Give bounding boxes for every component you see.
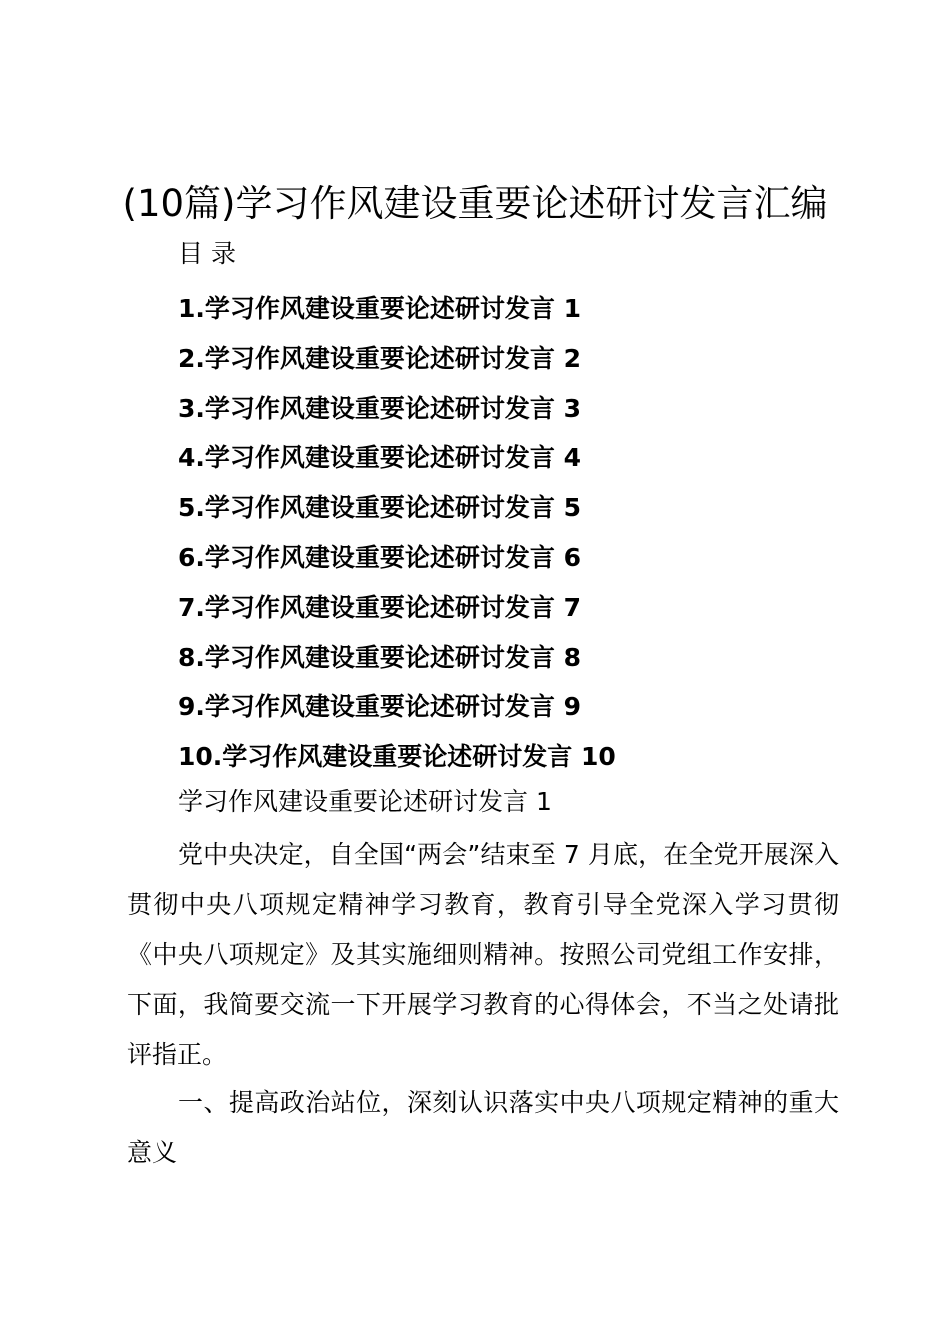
body-paragraph: 党中央决定，自全国“两会”结束至 7 月底，在全党开展深入贯彻中央八项规定精神学习教育，教育引导全党深入学习贯彻《中央八项规定》及其实施细则精神。按照公司党组工作安排，下面，我简要交流一下开展学习教育的心得体会，不当之处请批评指正。 <box>127 840 839 1069</box>
toc-item: 8.学习作风建设重要论述研讨发言 8 <box>178 642 581 672</box>
subsection-heading: 一、提高政治站位，深刻认识落实中央八项规定精神的重大意义 <box>127 1088 839 1167</box>
toc-item: 1.学习作风建设重要论述研讨发言 1 <box>178 294 581 323</box>
toc-item: 2.学习作风建设重要论述研讨发言 2 <box>178 343 581 373</box>
section-title: 学习作风建设重要论述研讨发言 1 <box>178 787 552 816</box>
toc-item: 9.学习作风建设重要论述研讨发言 9 <box>178 692 581 722</box>
toc-item: 5.学习作风建设重要论述研讨发言 5 <box>178 493 581 523</box>
document-title: (10篇)学习作风建设重要论述研讨发言汇编 <box>122 182 828 225</box>
toc-heading: 目 录 <box>178 239 236 268</box>
toc-item: 6.学习作风建设重要论述研讨发言 6 <box>178 542 581 572</box>
toc-item: 10.学习作风建设重要论述研讨发言 10 <box>178 742 616 772</box>
toc-item: 7.学习作风建设重要论述研讨发言 7 <box>178 592 581 622</box>
toc-item: 4.学习作风建设重要论述研讨发言 4 <box>178 443 581 473</box>
toc-item: 3.学习作风建设重要论述研讨发言 3 <box>178 393 581 423</box>
table-of-contents <box>178 284 616 782</box>
